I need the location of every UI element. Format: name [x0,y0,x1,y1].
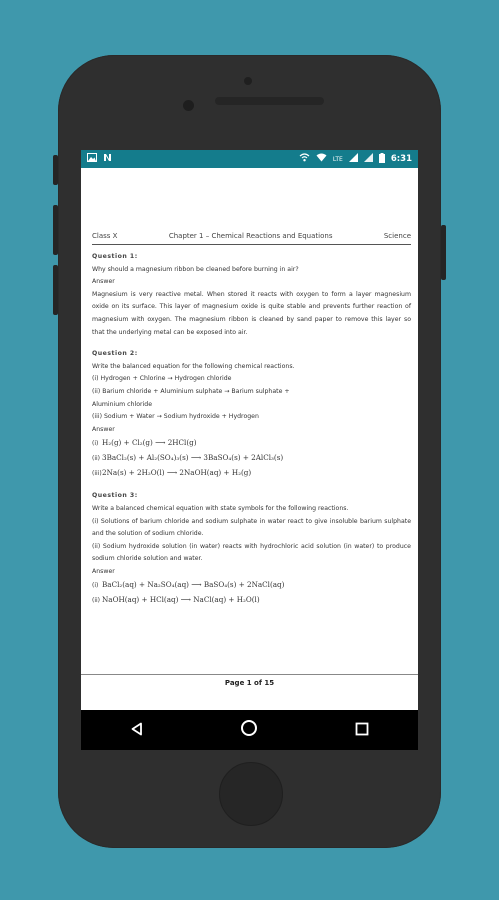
header-subject: Science [383,232,411,240]
question-3-item-2: (ii) Sodium hydroxide solution (in water) reacts with hydrochloric acid solution (in water) to produce sodium chloride solution and water. [92,542,411,563]
home-hardware-button[interactable] [219,762,283,826]
signal-icon [349,153,358,165]
answer-1-label: Answer [92,278,115,286]
volume-down-button [53,265,58,315]
document-header [92,232,411,245]
question-3-item-1: (i) Solutions of barium chloride and sodium sulphate in water react to give insoluble barium sulphate and the solution of sodium chloride. [92,517,411,538]
signal-icon [364,153,373,165]
notification-n-icon [103,153,112,165]
question-2-text: Write the balanced equation for the following chemical reactions. [92,362,295,370]
header-chapter: Chapter 1 – Chemical Reactions and Equations [168,232,333,240]
home-icon [240,719,258,741]
recents-icon [355,721,369,740]
back-button[interactable] [117,715,157,745]
question-3-title: Question 3: [92,492,138,500]
equation-2-2: (ii) 3BaCl₂(s) + Al₂(SO₄)₃(s) ⟶ 3BaSO₄(s) + 2AlCl₃(s) [92,453,284,463]
pdf-page[interactable] [81,168,418,710]
wifi-call-icon [299,153,310,165]
equation-3-1: (i) BaCl₂(aq) + Na₂SO₄(aq) ⟶ BaSO₄(s) + 2NaCl(aq) [92,580,285,590]
status-time: 6:31 [390,153,412,164]
page-indicator: Page 1 of 15 [81,674,418,690]
power-button [441,225,446,280]
question-1-text: Why should a magnesium ribbon be cleaned before burning in air? [92,265,299,273]
navigation-bar [81,710,418,750]
sensor-dot [244,77,252,85]
volume-up-button [53,205,58,255]
equation-3-2: (ii) NaOH(aq) + HCl(aq) ⟶ NaCl(aq) + H₂O(l) [92,595,260,605]
image-icon [87,153,97,165]
equation-2-3: (iii)2Na(s) + 2H₂O(l) ⟶ 2NaOH(aq) + H₂(g) [92,468,252,478]
back-icon [130,721,144,740]
lte-icon: LTE [332,155,343,163]
question-3-text: Write a balanced chemical equation with state symbols for the following reactions. [92,504,349,512]
header-class: Class X [92,232,118,240]
document-content [92,251,411,608]
front-camera [183,100,194,111]
question-2-item-1: (i) Hydrogen + Chlorine → Hydrogen chloride [92,375,232,383]
answer-2-label: Answer [92,425,115,433]
equation-2-1: (i) H₂(g) + Cl₂(g) ⟶ 2HCl(g) [92,438,197,448]
phone-side-button [53,155,58,185]
question-2-item-2: (ii) Barium chloride + Aluminium sulphate → Barium sulphate + [92,387,290,395]
answer-3-label: Answer [92,567,115,575]
status-bar [81,150,418,168]
question-1-title: Question 1: [92,253,138,260]
earpiece-speaker [215,97,324,105]
question-2-item-3: (iii) Sodium + Water → Sodium hydroxide + Hydrogen [92,413,259,421]
wifi-icon [316,153,327,165]
screen [81,150,418,750]
question-2-item-2b: Aluminium chloride [92,400,153,408]
home-nav-button[interactable] [229,715,269,745]
answer-1-text: Magnesium is very reactive metal. When stored it reacts with oxygen to form a layer magnesium oxide on its surface. This layer of magnesium oxide is quite stable and prevents further reaction of magnesium with oxygen. The magnesium ribbon is cleaned by sand paper to remove this layer so that the underlying metal can be exposed into air. [92,290,411,336]
recents-button[interactable] [342,715,382,745]
question-2-title: Question 2: [92,350,138,358]
battery-icon [379,153,385,166]
